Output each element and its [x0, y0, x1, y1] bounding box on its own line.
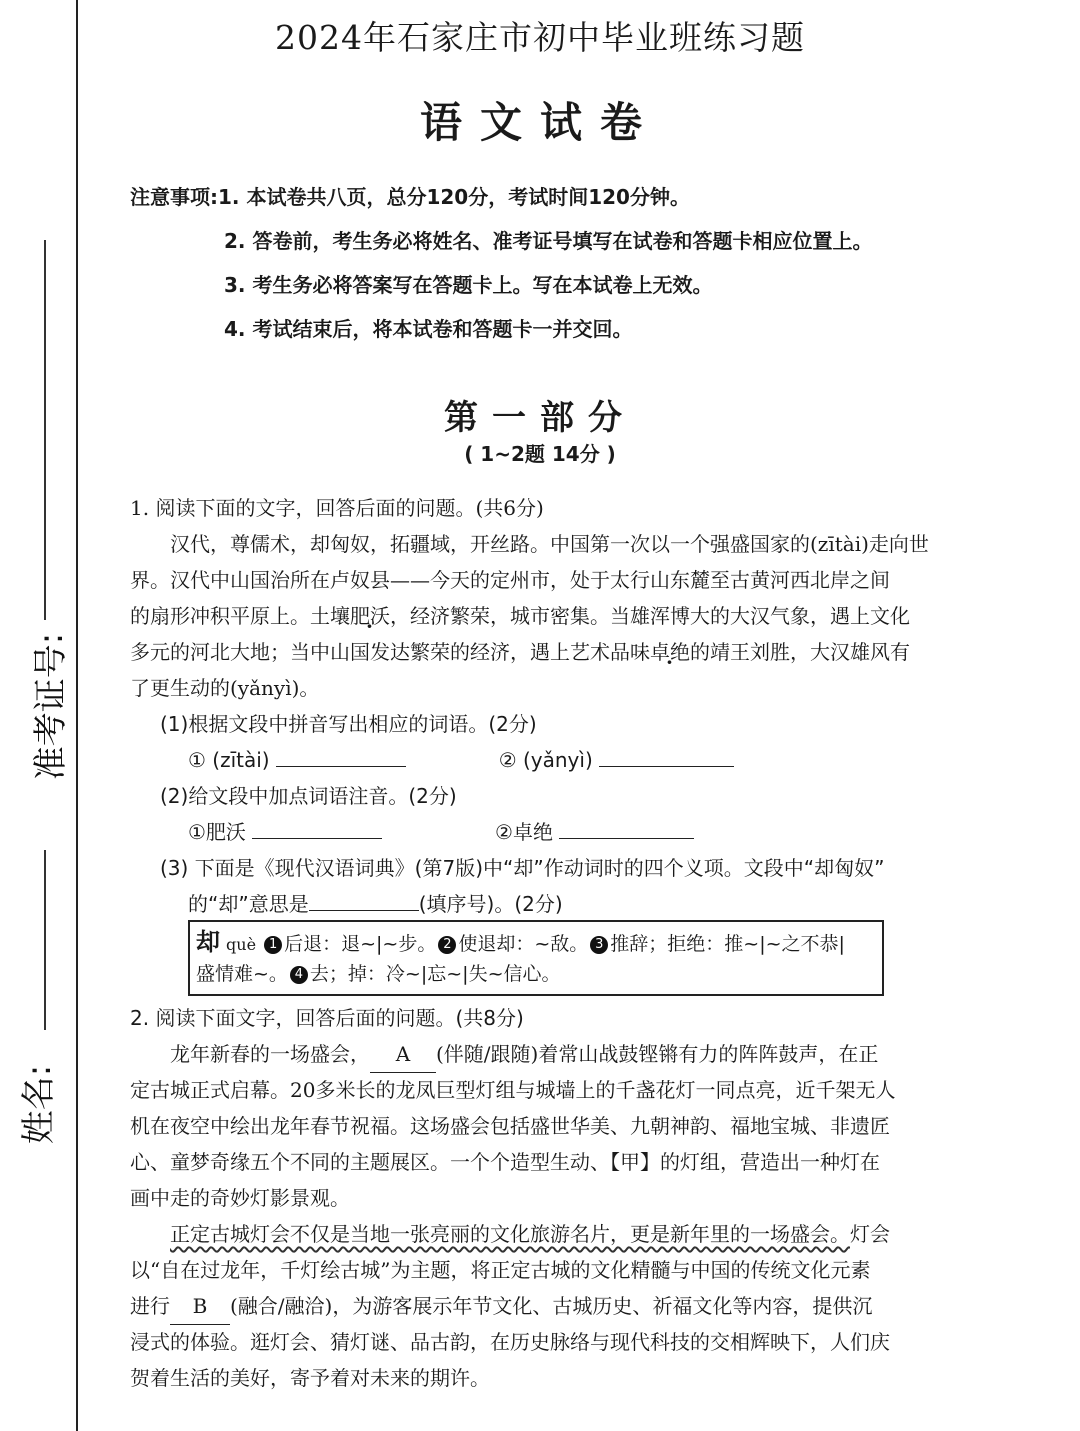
name-label: 姓名:	[19, 1064, 60, 1145]
passage-line: 贺着生活的美好，寄予着对未来的期许。	[130, 1366, 490, 1390]
sense-number-3: 3	[590, 936, 608, 954]
dotted-word-zhuojue: 卓绝	[650, 640, 690, 664]
sub-question-2-answers	[130, 814, 945, 850]
passage-line: 浸式的体验。逛灯会、猜灯谜、品古韵，在历史脉络与现代科技的交相辉映下，人们庆	[130, 1330, 890, 1354]
sense-number-4: 4	[290, 966, 308, 984]
answer-blank-que[interactable]	[309, 910, 419, 911]
notes-block	[130, 175, 872, 351]
sub-question-3-text: (填序号)。(2分)	[418, 892, 563, 916]
sense-1: 后退：退~|~步。	[284, 933, 437, 955]
passage-text: 的扇形冲积平原上。土壤	[130, 604, 350, 628]
passage-line	[130, 634, 945, 670]
passage-line: 界。汉代中山国治所在卢奴县——今天的定州市，处于太行山东麓至古黄河西北岸之间	[130, 568, 890, 592]
answer-blank-b[interactable]: B	[170, 1288, 230, 1325]
name-blank-line	[44, 850, 46, 1030]
passage-line	[130, 1288, 945, 1324]
question-2-stem: 2. 阅读下面文字，回答后面的问题。(共8分)	[130, 1006, 524, 1030]
question-1-stem: 1. 阅读下面的文字，回答后面的问题。(共6分)	[130, 496, 544, 520]
dictionary-line	[196, 958, 876, 990]
answer-label-zitai: ① (zītài)	[188, 748, 270, 772]
passage-line: 机在夜空中绘出龙年春节祝福。这场盛会包括盛世华美、九朝神韵、福地宝城、非遗匠	[130, 1114, 890, 1138]
passage-line: 了更生动的(yǎnyì)。	[130, 676, 320, 700]
passage-text: 的靖王刘胜，大汉雄风有	[690, 640, 910, 664]
passage-text: (融合/融洽)，为游客展示年节文化、古城历史、祈福文化等内容，提供沉	[230, 1294, 873, 1318]
answer-blank-zhuojue[interactable]	[559, 838, 694, 839]
binding-line	[76, 0, 78, 1431]
passage-text: 进行	[130, 1294, 170, 1318]
passage-line	[130, 1036, 945, 1072]
passage-line: 汉代，尊儒术，却匈奴，拓疆域，开丝路。中国第一次以一个强盛国家的(zītài)走向世	[170, 532, 929, 556]
passage-line: 画中走的奇妙灯影景观。	[130, 1186, 350, 1210]
answer-label-feiwo: ①肥沃	[188, 820, 246, 844]
question-2	[130, 1000, 945, 1396]
exam-title: 2024年石家庄市初中毕业班练习题	[275, 18, 805, 57]
sense-2: 使退却：~敌。	[458, 933, 589, 955]
sub-question-1-answers	[130, 742, 945, 778]
sub-question-3-cont	[130, 886, 945, 922]
wavy-underlined-sentence: 正定古城灯会不仅是当地一张亮丽的文化旅游名片，更是新年里的一场盛会。	[170, 1222, 850, 1246]
sense-3-cont: 盛情难~。	[196, 963, 288, 985]
notes-item: 4. 考试结束后，将本试卷和答题卡一并交回。	[224, 317, 633, 341]
dictionary-headword: 却	[196, 928, 220, 956]
sense-4: 去；掉：冷~|忘~|失~信心。	[309, 963, 561, 985]
answer-label-yanyi: ② (yǎnyì)	[498, 748, 593, 772]
notes-item: 3. 考生务必将答案写在答题卡上。写在本试卷上无效。	[224, 273, 713, 297]
passage-text: 龙年新春的一场盛会，	[170, 1042, 370, 1066]
section-title: 第一部分	[444, 398, 636, 438]
sub-question-1: (1)根据文段中拼音写出相应的词语。(2分)	[160, 712, 537, 736]
answer-label-zhuojue: ②卓绝	[495, 820, 553, 844]
section-subtitle: ( 1~2题 14分 )	[464, 442, 616, 466]
id-number-label: 准考证号:	[31, 632, 72, 781]
answer-blank-yanyi[interactable]	[599, 766, 734, 767]
sense-3: 推辞；拒绝：推~|~之不恭|	[610, 933, 845, 955]
answer-blank-a[interactable]: A	[370, 1036, 436, 1073]
sub-question-3-text: 的“却”意思是	[188, 892, 309, 916]
notes-heading: 注意事项:	[130, 185, 218, 209]
answer-blank-zitai[interactable]	[276, 766, 406, 767]
dictionary-entry-box	[188, 920, 884, 996]
question-1	[130, 490, 945, 922]
passage-text: ，经济繁荣，城市密集。当雄浑博大的大汉气象，遇上文化	[390, 604, 910, 628]
passage-text: 灯会	[850, 1222, 890, 1246]
subject-title: 语文试卷	[419, 98, 660, 147]
passage-text: 多元的河北大地；当中山国发达繁荣的经济，遇上艺术品味	[130, 640, 650, 664]
passage-text: (伴随/跟随)着常山战鼓铿锵有力的阵阵鼓声，在正	[436, 1042, 879, 1066]
passage-line: 心、童梦奇缘五个不同的主题展区。一个个造型生动、【甲】的灯组，营造出一种灯在	[130, 1150, 880, 1174]
sub-question-3: (3) 下面是《现代汉语词典》(第7版)中“却”作动词时的四个义项。文段中“却匈奴”	[160, 856, 885, 880]
answer-blank-feiwo[interactable]	[252, 838, 382, 839]
sub-question-2: (2)给文段中加点词语注音。(2分)	[160, 784, 457, 808]
dictionary-pinyin: què	[226, 935, 257, 954]
dictionary-line	[196, 926, 876, 958]
notes-item: 1. 本试卷共八页，总分120分，考试时间120分钟。	[218, 185, 690, 209]
notes-row-1	[130, 175, 872, 219]
passage-line	[130, 1216, 945, 1252]
passage-line: 以“自在过龙年，千灯绘古城”为主题，将正定古城的文化精髓与中国的传统文化元素	[130, 1258, 871, 1282]
dotted-word-feiwo: 肥沃	[350, 604, 390, 628]
notes-item: 2. 答卷前，考生务必将姓名、准考证号填写在试卷和答题卡相应位置上。	[224, 229, 873, 253]
passage-line: 定古城正式启幕。20多米长的龙凤巨型灯组与城墙上的千盏花灯一同点亮，近千架无人	[130, 1078, 896, 1102]
passage-line	[130, 598, 945, 634]
sense-number-2: 2	[438, 936, 456, 954]
sense-number-1: 1	[264, 936, 282, 954]
